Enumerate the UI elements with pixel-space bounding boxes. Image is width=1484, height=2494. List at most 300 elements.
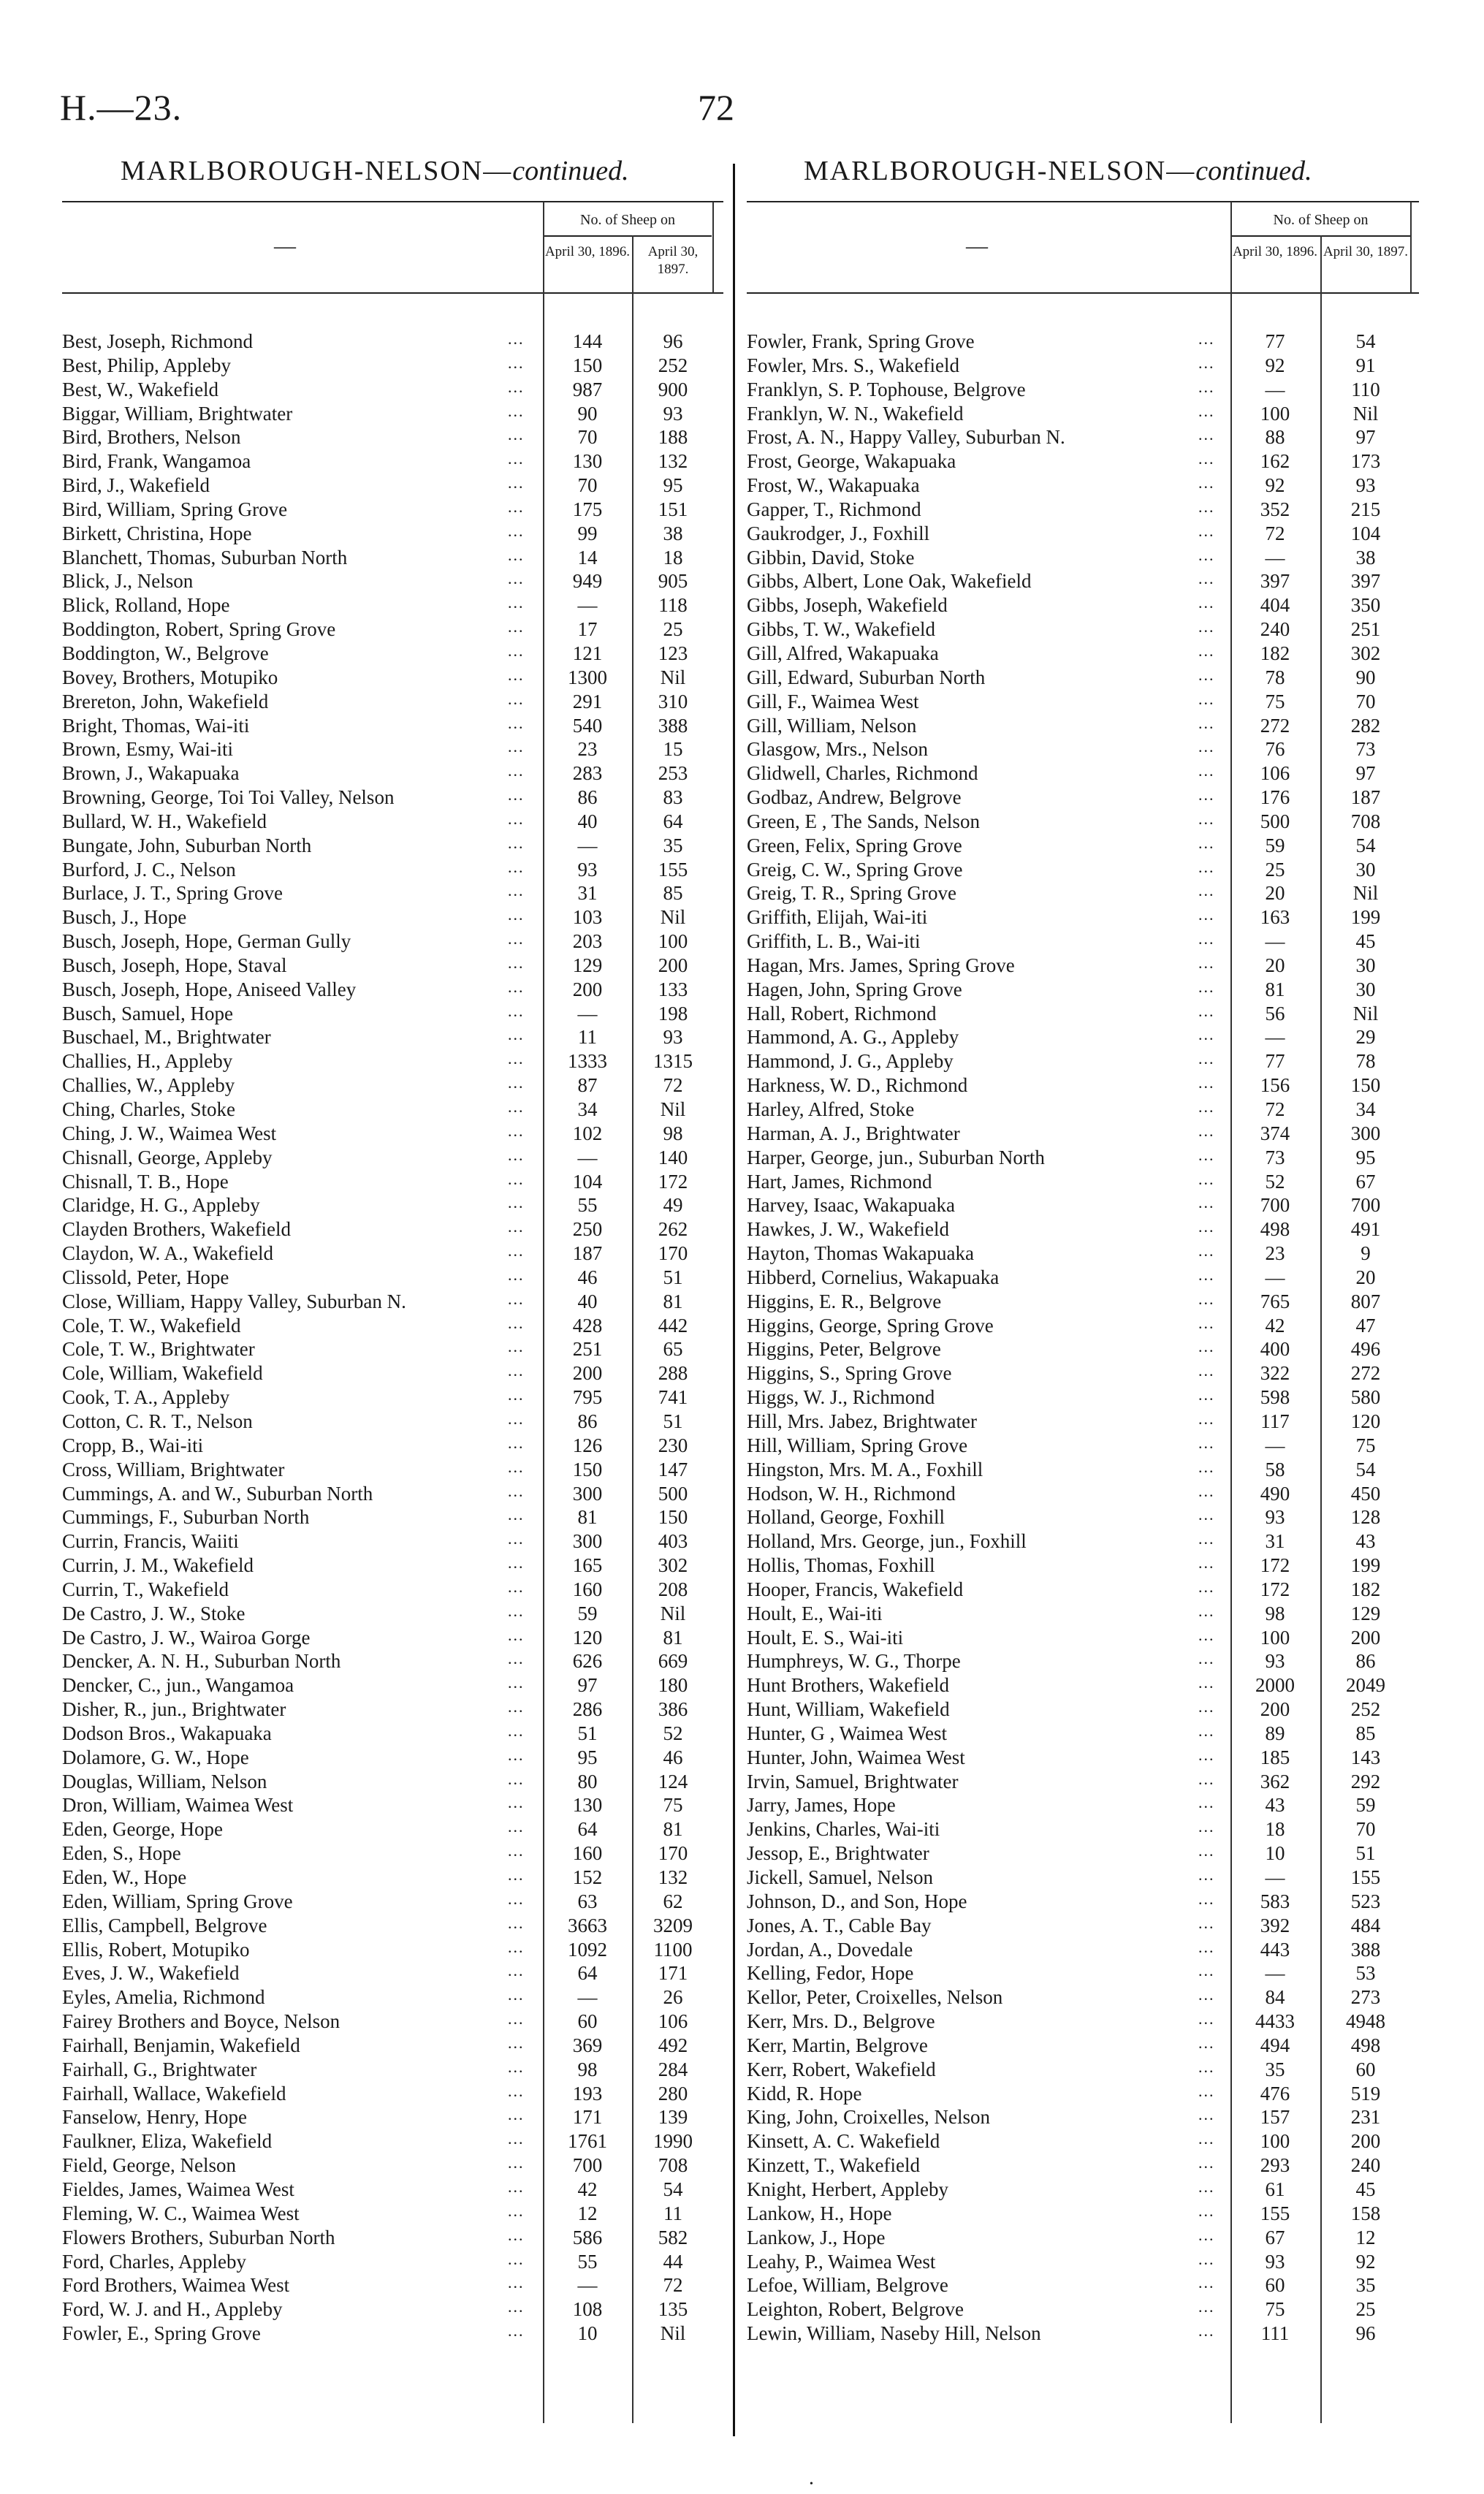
owner-name: Kinsett, A. C. Wakefield bbox=[747, 2130, 940, 2153]
continued-label: continued. bbox=[1195, 156, 1312, 186]
leader-dots: ... bbox=[1198, 1697, 1215, 1716]
sheep-1897-value: 155 bbox=[1350, 1866, 1381, 1888]
table-row bbox=[747, 1578, 1419, 1602]
owner-name: Kidd, R. Hope bbox=[747, 2082, 862, 2105]
sheep-1896-value: 25 bbox=[1265, 858, 1285, 881]
owner-name: Higgins, S., Spring Grove bbox=[747, 1362, 952, 1385]
header-rule-bottom bbox=[747, 292, 1419, 294]
sheep-1896-value: 84 bbox=[1265, 1986, 1285, 2009]
sheep-1897-value: 180 bbox=[658, 1674, 688, 1697]
column-divider bbox=[733, 164, 735, 2436]
sheep-1897-value: 85 bbox=[1355, 1722, 1376, 1744]
owner-name: Currin, Francis, Waiiti bbox=[62, 1530, 239, 1553]
sheep-1896-value: — bbox=[577, 2274, 598, 2297]
sheep-1896-value: 1333 bbox=[568, 1050, 607, 1073]
owner-name: Hollis, Thomas, Foxhill bbox=[747, 1554, 935, 1577]
owner-name: Birkett, Christina, Hope bbox=[62, 522, 252, 544]
table-row bbox=[747, 1337, 1419, 1361]
sheep-1896-value: 203 bbox=[572, 930, 603, 953]
sheep-1897-value: 128 bbox=[1350, 1506, 1381, 1529]
sheep-1896-value: 11 bbox=[578, 1026, 597, 1049]
sheep-1897-value: 46 bbox=[663, 1746, 683, 1768]
leader-dots: ... bbox=[1198, 833, 1215, 852]
owner-name: Hill, Mrs. Jabez, Brightwater bbox=[747, 1410, 977, 1432]
leader-dots: ... bbox=[1198, 1889, 1215, 1908]
sheep-1897-value: 35 bbox=[663, 834, 683, 856]
sheep-1896-value: 93 bbox=[1265, 1506, 1285, 1529]
owner-name: Hagan, Mrs. James, Spring Grove bbox=[747, 954, 1015, 976]
sheep-1897-value: 95 bbox=[663, 474, 683, 497]
sheep-1896-value: 52 bbox=[1265, 1170, 1285, 1193]
table-row bbox=[62, 1602, 723, 1626]
leader-dots: ... bbox=[508, 1073, 525, 1092]
sheep-1896-value: 14 bbox=[577, 546, 598, 569]
sheep-1897-value: 30 bbox=[1355, 954, 1376, 976]
col-rule-3 bbox=[712, 202, 714, 293]
owner-name: Eden, W., Hope bbox=[62, 1866, 187, 1888]
sheep-1897-value: 200 bbox=[1350, 2130, 1381, 2153]
sheep-1897-value: 3209 bbox=[653, 1914, 693, 1936]
table-row bbox=[62, 1434, 723, 1458]
sheep-1897-value: 288 bbox=[658, 1362, 688, 1385]
sheep-1896-value: 121 bbox=[572, 642, 603, 664]
leader-dots: ... bbox=[508, 401, 525, 420]
sheep-1897-value: 1315 bbox=[653, 1050, 693, 1073]
table-row bbox=[747, 642, 1419, 666]
owner-name: Fleming, W. C., Waimea West bbox=[62, 2202, 300, 2224]
table-row bbox=[747, 1410, 1419, 1434]
sheep-1896-value: 92 bbox=[1265, 474, 1285, 497]
owner-name: Cropp, B., Wai-iti bbox=[62, 1434, 204, 1456]
sheep-1896-value: — bbox=[577, 1146, 598, 1168]
leader-dots: ... bbox=[508, 1457, 525, 1476]
col-1897-header: April 30, 1897. bbox=[1323, 244, 1409, 259]
leader-dots: ... bbox=[508, 1601, 525, 1620]
table-row bbox=[62, 1746, 723, 1770]
table-row bbox=[747, 1361, 1419, 1385]
owner-name: Best, Joseph, Richmond bbox=[62, 330, 253, 352]
table-row bbox=[62, 737, 723, 761]
sheep-1897-value: 231 bbox=[1350, 2106, 1381, 2129]
sheep-1897-value: 18 bbox=[663, 546, 683, 569]
sheep-1896-value: 443 bbox=[1260, 1938, 1290, 1961]
sheep-1897-value: 54 bbox=[1355, 330, 1376, 352]
owner-name: Busch, Samuel, Hope bbox=[62, 1002, 233, 1024]
table-row bbox=[62, 1098, 723, 1122]
owner-name: Hoult, E., Wai-iti bbox=[747, 1602, 883, 1624]
sheep-1897-value: 25 bbox=[663, 618, 683, 641]
owner-name: Disher, R., jun., Brightwater bbox=[62, 1698, 286, 1721]
leader-dots: ... bbox=[508, 1361, 525, 1380]
sheep-1896-value: 700 bbox=[1260, 1194, 1290, 1217]
leader-dots: ... bbox=[508, 761, 525, 780]
table-row bbox=[747, 2226, 1419, 2250]
leader-dots: ... bbox=[1198, 2297, 1215, 2316]
table-row bbox=[62, 1193, 723, 1217]
col-1897-header: April 30, 1897. bbox=[647, 244, 699, 277]
sheep-1896-value: 78 bbox=[1265, 666, 1285, 688]
sheep-1896-value: 374 bbox=[1260, 1122, 1290, 1144]
sheep-1896-value: 765 bbox=[1260, 1290, 1290, 1312]
sheep-1896-value: 193 bbox=[572, 2082, 603, 2105]
table-row bbox=[747, 1122, 1419, 1146]
sheep-1896-value: 55 bbox=[577, 1194, 598, 1217]
owner-name: Fairey Brothers and Boyce, Nelson bbox=[62, 2010, 340, 2033]
sheep-1896-value: 23 bbox=[1265, 1242, 1285, 1265]
sheep-1897-value: 45 bbox=[1355, 930, 1376, 953]
sheep-1897-value: Nil bbox=[1352, 882, 1379, 905]
leader-dots: ... bbox=[508, 1337, 525, 1356]
sheep-1896-value: 150 bbox=[572, 354, 603, 376]
continued-label: continued. bbox=[512, 156, 629, 186]
sheep-1896-value: 106 bbox=[1260, 762, 1290, 785]
sheep-1896-value: 70 bbox=[577, 474, 598, 497]
table-row bbox=[747, 1866, 1419, 1890]
owner-name: Challies, H., Appleby bbox=[62, 1050, 233, 1073]
owner-name: Ellis, Robert, Motupiko bbox=[62, 1938, 250, 1961]
table-row bbox=[62, 1673, 723, 1697]
leader-dots: ... bbox=[508, 1577, 525, 1596]
sheep-1896-value: 98 bbox=[577, 2058, 598, 2080]
leader-dots: ... bbox=[508, 425, 525, 444]
leader-dots: ... bbox=[508, 353, 525, 372]
sheep-1897-value: 2049 bbox=[1346, 1674, 1385, 1697]
sheep-1896-value: 55 bbox=[577, 2250, 598, 2273]
leader-dots: ... bbox=[1198, 569, 1215, 588]
leader-dots: ... bbox=[508, 377, 525, 396]
leader-dots: ... bbox=[1198, 1289, 1215, 1308]
sheep-1896-value: 987 bbox=[572, 378, 603, 400]
owner-name: Harley, Alfred, Stoke bbox=[747, 1098, 915, 1120]
table-row bbox=[747, 1002, 1419, 1026]
sheep-1897-value: 500 bbox=[658, 1482, 688, 1505]
table-row bbox=[747, 2010, 1419, 2034]
table-row bbox=[747, 810, 1419, 834]
table-row bbox=[62, 1866, 723, 1890]
owner-name: Hart, James, Richmond bbox=[747, 1170, 932, 1193]
leader-dots: ... bbox=[1198, 761, 1215, 780]
table-row bbox=[747, 2178, 1419, 2202]
sheep-1897-value: 91 bbox=[1355, 354, 1376, 376]
sheep-1896-value: 77 bbox=[1265, 330, 1285, 352]
owner-name: Hawkes, J. W., Wakefield bbox=[747, 1218, 950, 1241]
sheep-1896-value: 89 bbox=[1265, 1722, 1285, 1744]
sheep-1897-value: 54 bbox=[1355, 834, 1376, 856]
sheep-1897-value: 1100 bbox=[653, 1938, 693, 1961]
leader-dots: ... bbox=[508, 1169, 525, 1188]
sheep-1896-value: 300 bbox=[572, 1530, 603, 1553]
sheep-1896-value: 392 bbox=[1260, 1914, 1290, 1936]
owner-name: Fairhall, Benjamin, Wakefield bbox=[62, 2034, 300, 2056]
sheep-1897-value: 83 bbox=[663, 786, 683, 809]
sheep-1897-value: 44 bbox=[663, 2250, 683, 2273]
table-row bbox=[62, 2034, 723, 2058]
leader-dots: ... bbox=[1198, 1433, 1215, 1452]
sheep-1896-value: 400 bbox=[1260, 1338, 1290, 1361]
leader-dots: ... bbox=[508, 1889, 525, 1908]
sheep-1897-value: Nil bbox=[1352, 402, 1379, 425]
sheep-1896-value: 490 bbox=[1260, 1482, 1290, 1505]
table-row bbox=[62, 2322, 723, 2346]
sheep-1896-value: — bbox=[1265, 378, 1285, 400]
table-row bbox=[62, 2105, 723, 2129]
header-rule-top bbox=[747, 201, 1419, 202]
owner-name: Ching, Charles, Stoke bbox=[62, 1098, 235, 1120]
leader-dots: ... bbox=[1198, 1601, 1215, 1620]
owner-name: Ford Brothers, Waimea West bbox=[62, 2274, 290, 2297]
table-row bbox=[62, 378, 723, 402]
sheep-1897-value: 143 bbox=[1350, 1746, 1381, 1768]
owner-name: Hoult, E. S., Wai-iti bbox=[747, 1626, 904, 1649]
owner-name: Jones, A. T., Cable Bay bbox=[747, 1914, 932, 1936]
table-row bbox=[62, 1722, 723, 1746]
table-row bbox=[747, 2082, 1419, 2106]
table-row bbox=[747, 1073, 1419, 1098]
owner-name: Higgins, George, Spring Grove bbox=[747, 1314, 994, 1337]
sheep-1896-value: 165 bbox=[572, 1554, 603, 1577]
sheep-1897-value: 284 bbox=[658, 2058, 688, 2080]
table-row bbox=[62, 354, 723, 378]
owner-name: Gill, William, Nelson bbox=[747, 714, 917, 737]
owner-name: Harkness, W. D., Richmond bbox=[747, 1074, 968, 1097]
leader-dots: ... bbox=[508, 1217, 525, 1236]
leader-dots: ... bbox=[508, 1697, 525, 1716]
owner-name: Hingston, Mrs. M. A., Foxhill bbox=[747, 1458, 983, 1480]
owner-name: Clayden Brothers, Wakefield bbox=[62, 1218, 291, 1241]
owner-name: Hunt Brothers, Wakefield bbox=[747, 1674, 950, 1697]
sheep-1896-value: 23 bbox=[577, 738, 598, 761]
sheep-1896-value: 185 bbox=[1260, 1746, 1290, 1768]
owner-name: Ford, Charles, Appleby bbox=[62, 2250, 246, 2273]
leader-dots: ... bbox=[1198, 1121, 1215, 1140]
table-row bbox=[62, 522, 723, 546]
table-row bbox=[62, 1049, 723, 1073]
sheep-1896-value: 40 bbox=[577, 810, 598, 832]
table-row bbox=[747, 2202, 1419, 2226]
leader-dots: ... bbox=[1198, 1049, 1215, 1068]
sheep-1897-value: 81 bbox=[663, 1290, 683, 1312]
table-row bbox=[62, 1361, 723, 1385]
owner-name: Lankow, J., Hope bbox=[747, 2226, 886, 2248]
sheep-1896-value: — bbox=[1265, 930, 1285, 953]
table-row bbox=[747, 1770, 1419, 1794]
owner-name: Gibbs, T. W., Wakefield bbox=[747, 618, 936, 641]
leader-dots: ... bbox=[508, 713, 525, 732]
owner-name: Challies, W., Appleby bbox=[62, 1074, 235, 1097]
sheep-1897-value: 90 bbox=[1355, 666, 1376, 688]
table-row bbox=[747, 1961, 1419, 1985]
owner-name: Dodson Bros., Wakapuaka bbox=[62, 1722, 272, 1744]
leader-dots: ... bbox=[1198, 713, 1215, 732]
sheep-1896-value: 160 bbox=[572, 1842, 603, 1865]
table-row bbox=[747, 1793, 1419, 1817]
table-row bbox=[62, 810, 723, 834]
owner-name: Gaukrodger, J., Foxhill bbox=[747, 522, 930, 544]
sheep-1897-value: 51 bbox=[1355, 1842, 1376, 1865]
table-row bbox=[747, 2273, 1419, 2297]
leader-dots: ... bbox=[508, 905, 525, 924]
owner-name: Gapper, T., Richmond bbox=[747, 498, 921, 520]
sheep-1896-value: 428 bbox=[572, 1314, 603, 1337]
table-row bbox=[747, 929, 1419, 954]
sheep-1896-value: 795 bbox=[572, 1386, 603, 1409]
leader-dots: ... bbox=[508, 1937, 525, 1956]
document-code: H.—23. bbox=[60, 87, 183, 128]
sheep-1897-value: 708 bbox=[1350, 810, 1381, 832]
leader-dots: ... bbox=[1198, 1841, 1215, 1860]
table-row bbox=[62, 1025, 723, 1049]
sheep-1897-value: 519 bbox=[1350, 2082, 1381, 2105]
sheep-1897-value: 104 bbox=[1350, 522, 1381, 544]
sheep-1896-value: 67 bbox=[1265, 2226, 1285, 2248]
leader-dots: ... bbox=[1198, 689, 1215, 708]
col-1896-header: April 30, 1896. bbox=[1232, 244, 1318, 259]
sheep-1897-value: 496 bbox=[1350, 1338, 1381, 1361]
leader-dots: ... bbox=[1198, 1745, 1215, 1764]
owner-name: De Castro, J. W., Wairoa Gorge bbox=[62, 1626, 311, 1649]
owner-name: Claydon, W. A., Wakefield bbox=[62, 1242, 274, 1265]
leader-dots: ... bbox=[1198, 1145, 1215, 1164]
sheep-1897-value: 30 bbox=[1355, 978, 1376, 1000]
table-row bbox=[747, 1649, 1419, 1673]
sheep-1896-value: 172 bbox=[1260, 1554, 1290, 1577]
sheep-1897-value: 170 bbox=[658, 1842, 688, 1865]
sheep-1896-value: 93 bbox=[1265, 1650, 1285, 1673]
owner-name: Hammond, J. G., Appleby bbox=[747, 1050, 954, 1073]
sheep-1897-value: 273 bbox=[1350, 1986, 1381, 2009]
sheep-1896-value: 176 bbox=[1260, 786, 1290, 809]
leader-dots: ... bbox=[508, 2201, 525, 2220]
sheep-1896-value: 200 bbox=[572, 978, 603, 1000]
sheep-1896-value: 42 bbox=[577, 2178, 598, 2200]
table-row bbox=[62, 498, 723, 522]
sheep-1896-value: 31 bbox=[577, 882, 598, 905]
owner-name: Douglas, William, Nelson bbox=[62, 1770, 267, 1792]
sheep-1897-value: 59 bbox=[1355, 1794, 1376, 1817]
sheep-1896-value: 64 bbox=[577, 1818, 598, 1841]
leader-dots: ... bbox=[1198, 1529, 1215, 1548]
owner-name: Cole, T. W., Brightwater bbox=[62, 1338, 255, 1361]
owner-name: Franklyn, S. P. Tophouse, Belgrove bbox=[747, 378, 1026, 400]
leader-dots: ... bbox=[508, 1913, 525, 1932]
sheep-1896-value: 34 bbox=[577, 1098, 598, 1120]
table-row bbox=[747, 881, 1419, 905]
sheep-1897-value: 498 bbox=[1350, 2034, 1381, 2056]
table-row bbox=[747, 1673, 1419, 1697]
owner-name: Hammond, A. G., Appleby bbox=[747, 1026, 959, 1049]
sheep-1896-value: 172 bbox=[1260, 1578, 1290, 1600]
sheep-1896-value: 240 bbox=[1260, 618, 1290, 641]
leader-dots: ... bbox=[1198, 2033, 1215, 2052]
corner-label: — bbox=[966, 234, 988, 258]
table-row bbox=[62, 474, 723, 498]
table-row bbox=[747, 1025, 1419, 1049]
leader-dots: ... bbox=[508, 1313, 525, 1332]
table-row bbox=[62, 1793, 723, 1817]
owner-name: Glasgow, Mrs., Nelson bbox=[747, 738, 928, 761]
owner-name: Johnson, D., and Son, Hope bbox=[747, 1890, 967, 1912]
sheep-1896-value: 81 bbox=[577, 1506, 598, 1529]
sheep-1896-value: 88 bbox=[1265, 426, 1285, 449]
table-row bbox=[62, 2273, 723, 2297]
sheep-1896-value: 286 bbox=[572, 1698, 603, 1721]
sheep-1897-value: 123 bbox=[658, 642, 688, 664]
owner-name: Claridge, H. G., Appleby bbox=[62, 1194, 260, 1217]
sheep-1897-value: 81 bbox=[663, 1818, 683, 1841]
sheep-1896-value: 291 bbox=[572, 690, 603, 712]
sheep-1897-value: 200 bbox=[658, 954, 688, 976]
table-row bbox=[62, 978, 723, 1002]
sheep-1897-value: 150 bbox=[1350, 1074, 1381, 1097]
sheep-1897-value: 52 bbox=[663, 1722, 683, 1744]
sheep-1896-value: 100 bbox=[1260, 402, 1290, 425]
table-row bbox=[747, 1482, 1419, 1506]
owner-name: Kerr, Mrs. D., Belgrove bbox=[747, 2010, 935, 2033]
sheep-1896-value: — bbox=[577, 834, 598, 856]
owner-name: Best, Philip, Appleby bbox=[62, 354, 232, 376]
table-row bbox=[62, 2297, 723, 2322]
sheep-1896-value: 40 bbox=[577, 1290, 598, 1312]
sheep-1897-value: 310 bbox=[658, 690, 688, 712]
owner-name: Ford, W. J. and H., Appleby bbox=[62, 2298, 283, 2321]
leader-dots: ... bbox=[1198, 1025, 1215, 1044]
region-title bbox=[121, 155, 629, 187]
table-row bbox=[62, 330, 723, 354]
sheep-1897-value: 75 bbox=[1355, 1434, 1376, 1456]
owner-name: Chisnall, T. B., Hope bbox=[62, 1170, 229, 1193]
sheep-1896-value: 494 bbox=[1260, 2034, 1290, 2056]
owner-name: Fairhall, Wallace, Wakefield bbox=[62, 2082, 286, 2105]
leader-dots: ... bbox=[1198, 2273, 1215, 2292]
table-row bbox=[62, 1266, 723, 1290]
table-row bbox=[62, 449, 723, 474]
sheep-1896-value: 103 bbox=[572, 906, 603, 929]
owner-name: Holland, George, Foxhill bbox=[747, 1506, 945, 1529]
sheep-1897-value: 72 bbox=[663, 1074, 683, 1097]
table-row bbox=[747, 1385, 1419, 1410]
header-rule-bottom bbox=[62, 292, 723, 294]
sheep-1896-value: 586 bbox=[572, 2226, 603, 2248]
sheep-1896-value: 130 bbox=[572, 450, 603, 473]
sheep-1897-value: 12 bbox=[1355, 2226, 1376, 2248]
leader-dots: ... bbox=[508, 521, 525, 540]
region-name: MARLBOROUGH-NELSON— bbox=[121, 156, 513, 186]
sheep-1896-value: 51 bbox=[577, 1722, 598, 1744]
owner-name: Cole, T. W., Wakefield bbox=[62, 1314, 241, 1337]
sheep-1896-value: 175 bbox=[572, 498, 603, 520]
sheep-1896-value: 171 bbox=[572, 2106, 603, 2129]
leader-dots: ... bbox=[508, 1409, 525, 1428]
owner-name: Leighton, Robert, Belgrove bbox=[747, 2298, 964, 2321]
owner-name: Bright, Thomas, Wai-iti bbox=[62, 714, 250, 737]
sheep-1897-value: 282 bbox=[1350, 714, 1381, 737]
sheep-1896-value: 108 bbox=[572, 2298, 603, 2321]
owner-name: Best, W., Wakefield bbox=[62, 378, 219, 400]
sheep-1896-value: 1092 bbox=[568, 1938, 607, 1961]
sheep-1897-value: 85 bbox=[663, 882, 683, 905]
sheep-1896-value: — bbox=[577, 1986, 598, 2009]
leader-dots: ... bbox=[1198, 1217, 1215, 1236]
table-row bbox=[62, 1841, 723, 1866]
sheep-1896-value: 144 bbox=[572, 330, 603, 352]
sheep-1897-value: 252 bbox=[658, 354, 688, 376]
owner-name: Fowler, E., Spring Grove bbox=[62, 2322, 261, 2345]
table-row bbox=[62, 905, 723, 929]
leader-dots: ... bbox=[1198, 425, 1215, 444]
sheep-1897-value: 147 bbox=[658, 1458, 688, 1480]
sheep-1897-value: 35 bbox=[1355, 2274, 1376, 2297]
owner-name: Gill, Alfred, Wakapuaka bbox=[747, 642, 939, 664]
